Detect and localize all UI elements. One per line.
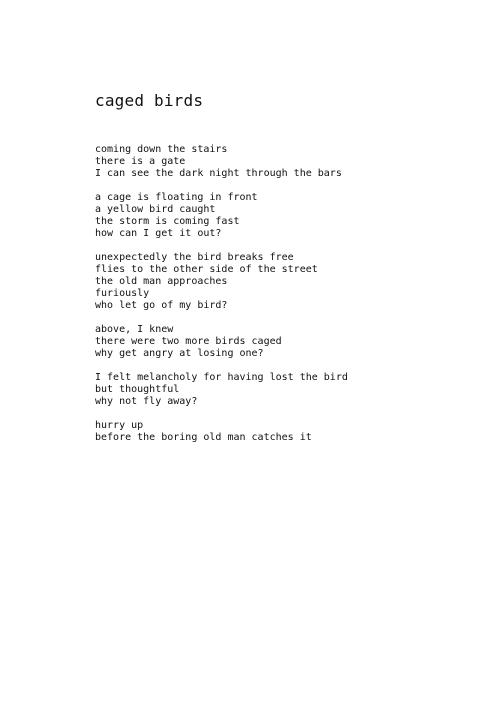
poem-line: above, I knew — [95, 324, 174, 335]
poem-line: why not fly away? — [95, 396, 198, 407]
poem-line: coming down the stairs — [95, 144, 228, 155]
poem-line: a yellow bird caught — [95, 204, 216, 215]
poem-body — [95, 144, 475, 456]
poem-line: furiously — [95, 288, 150, 299]
stanza-1 — [95, 144, 475, 180]
poem-line: I can see the dark night through the bars — [95, 168, 342, 179]
poem-line: hurry up — [95, 420, 144, 431]
stanza-4 — [95, 324, 475, 360]
poem-line: who let go of my bird? — [95, 300, 228, 311]
poem-line: there is a gate — [95, 156, 186, 167]
stanza-6 — [95, 420, 475, 444]
poem-title: caged birds — [95, 91, 204, 110]
stanza-3 — [95, 252, 475, 312]
poem-line: but thoughtful — [95, 384, 180, 395]
poem-line: a cage is floating in front — [95, 192, 258, 203]
stanza-2 — [95, 192, 475, 240]
poem-line: unexpectedly the bird breaks free — [95, 252, 294, 263]
poem-line: flies to the other side of the street — [95, 264, 318, 275]
stanza-5 — [95, 372, 475, 408]
poem-line: the old man approaches — [95, 276, 228, 287]
poem-line: how can I get it out? — [95, 228, 222, 239]
poem-line: the storm is coming fast — [95, 216, 240, 227]
poem-line: there were two more birds caged — [95, 336, 282, 347]
poem-line: why get angry at losing one? — [95, 348, 264, 359]
poem-line: I felt melancholy for having lost the bird — [95, 372, 348, 383]
poem-line: before the boring old man catches it — [95, 432, 312, 443]
